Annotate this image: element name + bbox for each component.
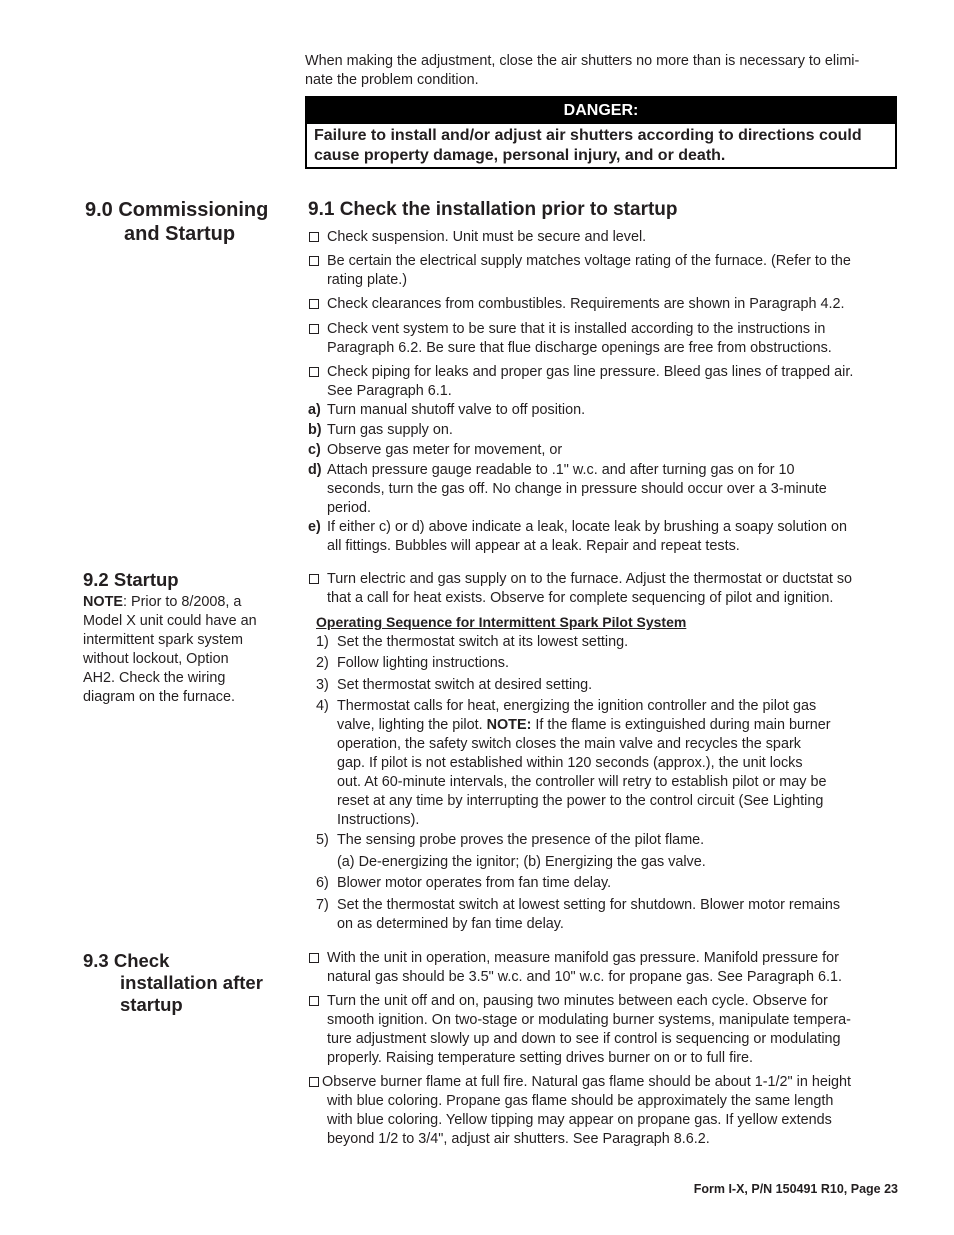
item-line: Paragraph 6.2. Be sure that flue discharge openings are free from obstructions. bbox=[327, 340, 832, 356]
startup-note bbox=[83, 593, 283, 707]
item-line: Check piping for leaks and proper gas line pressure. Bleed gas lines of trapped air. bbox=[327, 364, 854, 380]
checkbox-icon bbox=[309, 256, 319, 266]
note-line: intermittent spark system bbox=[83, 632, 243, 648]
checkbox-icon bbox=[309, 1077, 319, 1087]
heading-line: 9.0 Commissioning bbox=[85, 199, 269, 221]
note-line: without lockout, Option bbox=[83, 651, 229, 667]
checklist-item bbox=[308, 363, 900, 401]
checkbox-icon bbox=[309, 367, 319, 377]
lettered-step bbox=[308, 441, 900, 460]
step-label: 7) bbox=[316, 897, 329, 913]
heading-line: 9.3 Check bbox=[83, 950, 170, 971]
heading-line: and Startup bbox=[124, 223, 236, 245]
step-label: d) bbox=[308, 462, 322, 478]
step-line: Set thermostat switch at desired setting. bbox=[337, 677, 593, 693]
checklist-item bbox=[308, 992, 900, 1068]
checklist-item bbox=[308, 1073, 900, 1149]
item-line: beyond 1/2 to 3/4", adjust air shutters. See Paragraph 8.6.2. bbox=[327, 1131, 710, 1147]
danger-box bbox=[305, 96, 897, 169]
step-label: c) bbox=[308, 442, 321, 458]
step-line: Instructions). bbox=[337, 812, 420, 828]
step-line: Turn manual shutoff valve to off position. bbox=[327, 402, 586, 418]
note-line: : Prior to 8/2008, a bbox=[122, 594, 242, 610]
section-9-0-heading bbox=[85, 198, 295, 246]
note-line: AH2. Check the wiring bbox=[83, 670, 226, 686]
intro-line: nate the problem condition. bbox=[305, 72, 479, 88]
danger-line: cause property damage, personal injury, and or death. bbox=[314, 147, 726, 164]
sequence-substep: (a) De-energizing the ignitor; (b) Energizing the gas valve. bbox=[337, 854, 706, 870]
step-line: Turn gas supply on. bbox=[327, 422, 453, 438]
step-line: Follow lighting instructions. bbox=[337, 655, 509, 671]
step-line: Set the thermostat switch at lowest setting for shutdown. Blower motor remains bbox=[337, 897, 841, 913]
checklist-item bbox=[308, 320, 900, 358]
step-line: operation, the safety switch closes the main valve and recycles the spark bbox=[337, 736, 801, 752]
step-label: 6) bbox=[316, 875, 329, 891]
step-line: all fittings. Bubbles will appear at a leak. Repair and repeat tests. bbox=[327, 538, 740, 554]
step-label: 4) bbox=[316, 698, 329, 714]
sequence-step bbox=[316, 896, 900, 934]
item-line: Turn electric and gas supply on to the furnace. Adjust the thermostat or ductstat so bbox=[327, 571, 853, 587]
step-line: out. At 60-minute intervals, the controller will retry to establish pilot or may be bbox=[337, 774, 827, 790]
note-label: NOTE bbox=[83, 594, 123, 610]
step-line: seconds, turn the gas off. No change in pressure should occur over a 3-minute bbox=[327, 481, 827, 497]
step-label: a) bbox=[308, 402, 321, 418]
page-footer: Form I-X, P/N 150491 R10, Page 23 bbox=[693, 1182, 898, 1196]
danger-text bbox=[307, 124, 895, 166]
step-line: Observe gas meter for movement, or bbox=[327, 442, 563, 458]
lettered-step bbox=[308, 421, 900, 440]
item-line: See Paragraph 6.1. bbox=[327, 383, 452, 399]
note-line: diagram on the furnace. bbox=[83, 689, 235, 705]
step-line: reset at any time by interrupting the power to the control circuit (See Lighting bbox=[337, 793, 824, 809]
operating-sequence-title: Operating Sequence for Intermittent Spark Pilot System bbox=[316, 614, 687, 630]
item-line: rating plate.) bbox=[327, 272, 407, 288]
step-line: period. bbox=[327, 500, 372, 516]
step-label: 5) bbox=[316, 832, 329, 848]
sequence-step bbox=[316, 831, 900, 850]
heading-line: installation after bbox=[120, 972, 263, 993]
step-line: If the flame is extinguished during main burner bbox=[531, 717, 831, 733]
step-line: If either c) or d) above indicate a leak, locate leak by brushing a soapy solution on bbox=[327, 519, 847, 535]
item-line: Be certain the electrical supply matches voltage rating of the furnace. (Refer to the bbox=[327, 253, 851, 269]
step-label: e) bbox=[308, 519, 321, 535]
step-line: Attach pressure gauge readable to .1" w.c. and after turning gas on for 10 bbox=[327, 462, 795, 478]
checkbox-icon bbox=[309, 953, 319, 963]
checkbox-icon bbox=[309, 996, 319, 1006]
step-line: Thermostat calls for heat, energizing the ignition controller and the pilot gas bbox=[337, 698, 817, 714]
sequence-step bbox=[316, 676, 900, 695]
danger-title: DANGER: bbox=[307, 98, 895, 124]
item-line: that a call for heat exists. Observe for complete sequencing of pilot and ignition. bbox=[327, 590, 834, 606]
step-line: Set the thermostat switch at its lowest setting. bbox=[337, 634, 629, 650]
checkbox-icon bbox=[309, 574, 319, 584]
item-line: smooth ignition. On two-stage or modulating burner systems, manipulate tempera- bbox=[327, 1012, 851, 1028]
item-line: With the unit in operation, measure manifold gas pressure. Manifold pressure for bbox=[327, 950, 839, 966]
item-line: ture adjustment slowly up and down to see if control is sequencing or modulating bbox=[327, 1031, 841, 1047]
heading-line: startup bbox=[120, 994, 183, 1015]
lettered-step bbox=[308, 401, 900, 420]
step-line: Blower motor operates from fan time delay. bbox=[337, 875, 612, 891]
section-9-1-heading: 9.1 Check the installation prior to startup bbox=[308, 199, 678, 220]
step-label: b) bbox=[308, 422, 322, 438]
sequence-step bbox=[316, 633, 900, 652]
step-label: 2) bbox=[316, 655, 329, 671]
intro-paragraph bbox=[305, 52, 900, 90]
note-label: NOTE: bbox=[486, 717, 532, 733]
checkbox-icon bbox=[309, 232, 319, 242]
intro-line: When making the adjustment, close the air shutters no more than is necessary to elimi- bbox=[305, 53, 860, 69]
lettered-step bbox=[308, 518, 900, 556]
item-line: Turn the unit off and on, pausing two minutes between each cycle. Observe for bbox=[327, 993, 828, 1009]
item-line: properly. Raising temperature setting drives burner on or to full fire. bbox=[327, 1050, 754, 1066]
item-line: Check vent system to be sure that it is installed according to the instructions in bbox=[327, 321, 826, 337]
checklist-item bbox=[308, 252, 900, 290]
item-line: with blue coloring. Propane gas flame should be approximately the same length bbox=[327, 1093, 834, 1109]
danger-line: Failure to install and/or adjust air shutters according to directions could bbox=[314, 127, 862, 144]
sequence-step bbox=[316, 874, 900, 893]
checkbox-icon bbox=[309, 324, 319, 334]
section-9-2-heading: 9.2 Startup bbox=[83, 569, 179, 590]
step-line: gap. If pilot is not established within 120 seconds (approx.), the unit locks bbox=[337, 755, 803, 771]
sequence-step bbox=[316, 697, 900, 830]
step-line: The sensing probe proves the presence of the pilot flame. bbox=[337, 832, 705, 848]
item-line: Check clearances from combustibles. Requirements are shown in Paragraph 4.2. bbox=[327, 296, 845, 312]
checklist-item bbox=[308, 949, 900, 987]
section-9-3-heading bbox=[83, 950, 288, 1016]
item-line: natural gas should be 3.5" w.c. and 10" w.c. for propane gas. See Paragraph 6.1. bbox=[327, 969, 843, 985]
item-line: Observe burner flame at full fire. Natural gas flame should be about 1-1/2" in height bbox=[322, 1074, 852, 1090]
note-line: Model X unit could have an bbox=[83, 613, 257, 629]
step-line: valve, lighting the pilot. bbox=[337, 717, 487, 733]
checkbox-icon bbox=[309, 299, 319, 309]
step-label: 3) bbox=[316, 677, 329, 693]
checklist-item bbox=[308, 295, 900, 314]
lettered-step bbox=[308, 461, 900, 518]
step-line: on as determined by fan time delay. bbox=[337, 916, 564, 932]
item-line: Check suspension. Unit must be secure and level. bbox=[327, 229, 647, 245]
item-line: with blue coloring. Yellow tipping may appear on propane gas. If yellow extends bbox=[327, 1112, 832, 1128]
step-label: 1) bbox=[316, 634, 329, 650]
checklist-item bbox=[308, 570, 900, 608]
checklist-item bbox=[308, 228, 900, 247]
sequence-step bbox=[316, 654, 900, 673]
